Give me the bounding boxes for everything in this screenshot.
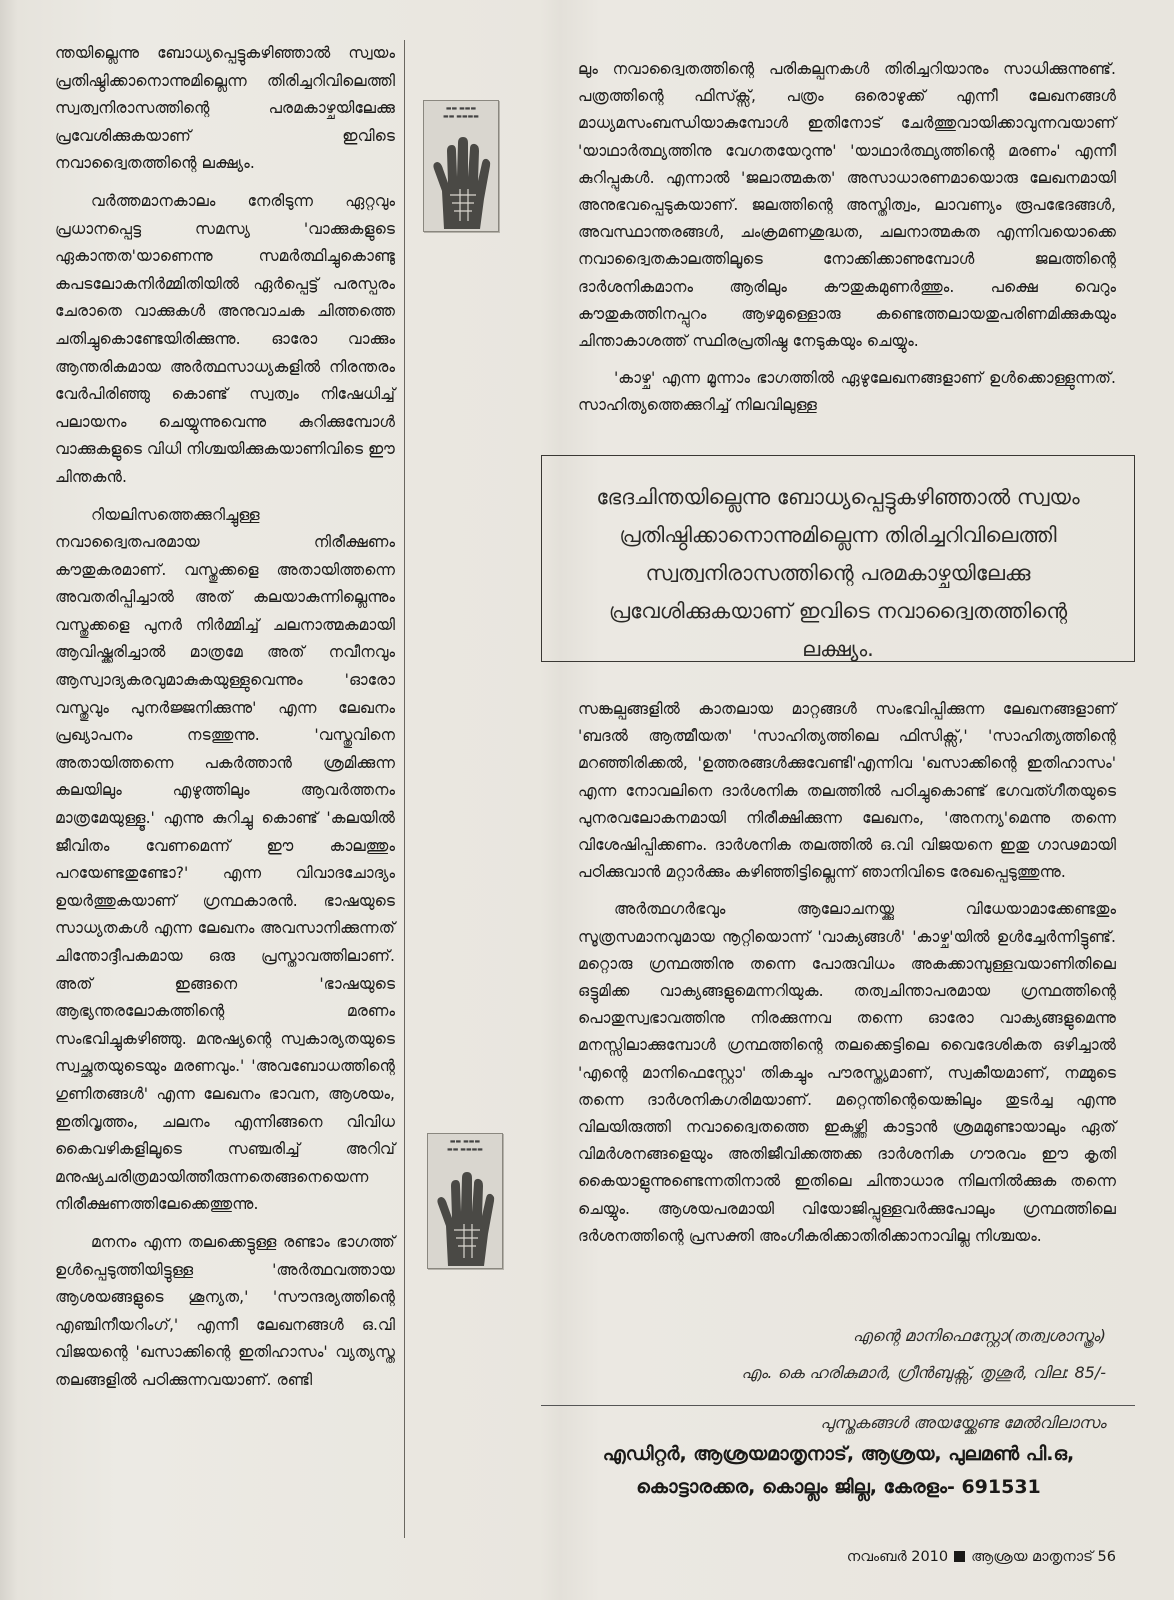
book-cover-title-text: ▬▬ ▬▬▬ ▬▬ ▬▬▬▬ <box>447 1138 483 1153</box>
right-bottom-paragraph-2: അർത്ഥഗർഭവും ആലോചനയ്ക്കു വിധേയാമാക്കേണ്ടതും സൂത്രസമാനവുമായ നൂറ്റിയൊന്ന് 'വാക്യങ്ങൾ' 'കാഴ്ച'യിൽ ഉൾച്ചേർന്നിട്ടുണ്ട്. മറ്റൊരു ഗ്രന്ഥത്തിനു തന്നെ പോരുവിധം അകക്കാമ്പുള്ളവയാണിതിലെ ഒട്ടുമിക്ക വാക്യങ്ങളുമെന്നറിയുക. തത്വചിന്താപരമായ ഗ്രന്ഥത്തിന്റെ പൊതുസ്വഭാവത്തിനു നിരക്കുന്നവ തന്നെ ഓരോ വാക്യങ്ങളുമെന്നു മനസ്സിലാക്കുമ്പോൾ ഗ്രന്ഥത്തിന്റെ തലക്കെട്ടിലെ വൈദേശികത ഒഴിച്ചാൽ 'എന്റെ മാനിഫെസ്റ്റോ' തികച്ചും പൗരസ്ത്യമാണ്, സ്വകീയമാണ്, നമ്മുടെ തന്നെ ദാർശനികഗരിമയാണ്. മറ്റെന്തിന്റെയെങ്കിലും തുടർച്ച എന്നു വിലയിരുത്തി നവാദ്വൈതത്തെ ഇകഴ്ത്തി കാട്ടാൻ ശ്രമമുണ്ടായാലും ഏത് വിമർശനങ്ങളെയും അതിജീവിക്കത്തക്ക ദാർശനിക ഗൗരവം ഈ കൃതി കൈയാളുന്നുണ്ടെന്നതിനാൽ ഇതിലെ ചിന്താധാര നിലനിൽക്കുക തന്നെ ചെയ്യും. ആശയപരമായി വിയോജിപ്പുള്ളവർക്കുപോലും ഗ്രന്ഥത്തിലെ ദർശനത്തിന്റെ പ്രസക്തി അംഗീകരിക്കാതിരിക്കാനാവില്ല നിശ്ചയം. <box>578 900 1116 1245</box>
book-cover-image-bottom <box>427 1133 503 1269</box>
footer-page-number: 56 <box>1097 1549 1116 1565</box>
address-separator <box>541 1405 1135 1406</box>
hand-palm-icon <box>424 129 498 233</box>
left-paragraph-1: ന്തയില്ലെന്നു ബോധ്യപ്പെട്ടുകഴിഞ്ഞാൽ സ്വയം പ്രതിഷ്ഠിക്കാനൊന്നുമില്ലെന്ന തിരിച്ചറിവിലെത്തി സ്വത്വനിരാസത്തിന്റെ പരമകാഴ്ചയിലേക്കു പ്രവേശിക്കുകയാണ് ഇവിടെ നവാദ്വൈതത്തിന്റെ ലക്ഷ്യം. <box>55 44 395 173</box>
pull-quote-box <box>541 455 1135 662</box>
address-line-1: എഡിറ്റർ, ആശ്രയമാതൃനാട്, ആശ്രയ, പുലമൺ പി.ഒ, <box>602 1443 1075 1465</box>
address-heading: പുസ്തകങ്ങൾ അയയ്ക്കേണ്ട മേൽവിലാസം <box>820 1413 1106 1432</box>
right-column-top <box>578 56 1116 430</box>
right-column-bottom <box>578 696 1116 1260</box>
book-cover-title-text: ▬▬ ▬▬▬ ▬▬ ▬▬▬▬ <box>443 105 479 120</box>
address-line-2: കൊട്ടാരക്കര, കൊല്ലം ജില്ല, കേരളം- 691531 <box>636 1476 1041 1498</box>
right-bottom-paragraph-1: സങ്കല്പങ്ങളിൽ കാതലായ മാറ്റങ്ങൾ സംഭവിപ്പിക്കുന്ന ലേഖനങ്ങളാണ് 'ബദൽ ആത്മീയത' 'സാഹിത്യത്തിലെ ഫിസിക്സ്,' 'സാഹിത്യത്തിന്റെ മറഞ്ഞിരിക്കൽ, 'ഉത്തരങ്ങൾക്കുവേണ്ടി'എന്നിവ 'ഖസാക്കിന്റെ ഇതിഹാസം' എന്ന നോവലിനെ ദാർശനിക തലത്തിൽ പഠിച്ചുകൊണ്ട് ഭഗവത്ഗീതയുടെ പുനരവലോകനമായി നിരീക്ഷിക്കുന്ന ലേഖനം, 'അനന്യ'മെന്നു തന്നെ വിശേഷിപ്പിക്കണം. ദാർശനിക തലത്തിൽ ഒ.വി വിജയനെ ഇതു ഗാഢമായി പഠിക്കുവാൻ മറ്റാർക്കും കഴിഞ്ഞിട്ടില്ലെന്ന് ഞാനിവിടെ രേഖപ്പെടുത്തുന്നു. <box>578 700 1116 882</box>
right-top-paragraph-2: 'കാഴ്ച' എന്ന മൂന്നാം ഭാഗത്തിൽ ഏഴുലേഖനങ്ങളാണ് ഉൾക്കൊള്ളുന്നത്. സാഹിത്യത്തെക്കുറിച്ച് നിലവിലുള്ള <box>578 369 1116 415</box>
hand-palm-icon <box>428 1162 502 1270</box>
pull-quote-text: ഭേദചിന്തയില്ലെന്നു ബോധ്യപ്പെട്ടുകഴിഞ്ഞാൽ സ്വയം പ്രതിഷ്ഠിക്കാനൊന്നുമില്ലെന്ന തിരിച്ചറിവിലെത്തി സ്വത്വനിരാസത്തിന്റെ പരമകാഴ്ചയിലേക്കു പ്രവേശിക്കുകയാണ് ഇവിടെ നവാദ്വൈതത്തിന്റെ ലക്ഷ്യം. <box>596 485 1080 661</box>
page-footer <box>740 1549 1116 1565</box>
left-paragraph-2: വർത്തമാനകാലം നേരിടുന്ന ഏറ്റവും പ്രധാനപ്പെട്ട സമസ്യ 'വാക്കുകളുടെ ഏകാന്തത'യാണെന്നു സമർത്ഥിച്ചുകൊണ്ടു കപടലോകനിർമ്മിതിയിൽ ഏർപ്പെട്ട് പരസ്പരം ചേരാതെ വാക്കുകൾ അനുവാചക ചിത്തത്തെ ചതിച്ചുകൊണ്ടേയിരിക്കുന്നു. ഓരോ വാക്കും ആന്തരികമായ അർത്ഥസാധ്യകളിൽ നിരന്തരം വേർപിരിഞ്ഞു കൊണ്ട് സ്വത്വം നിഷേധിച്ച് പലായനം ചെയ്യുന്നുവെന്നു കുറിക്കുമ്പോൾ വാക്കുകളുടെ വിധി നിശ്ചയിക്കുകയാണിവിടെ ഈ ചിന്തകൻ. <box>55 191 395 486</box>
left-paragraph-4: മനനം എന്ന തലക്കെട്ടുള്ള രണ്ടാം ഭാഗത്ത് ഉൾപ്പെടുത്തിയിട്ടുള്ള 'അർത്ഥവത്തായ ആശയങ്ങളുടെ ശൂന്യത,' 'സൗന്ദര്യത്തിന്റെ എഞ്ചിനീയറിംഗ്,' എന്നീ ലേഖനങ്ങൾ ഒ.വി വിജയന്റെ 'ഖസാക്കിന്റെ ഇതിഹാസം' വ്യത്യസ്ത തലങ്ങളിൽ പഠിക്കുന്നവയാണ്. രണ്ടി <box>55 1232 395 1389</box>
left-paragraph-3: റിയലിസത്തെക്കുറിച്ചുള്ള നവാദ്വൈതപരമായ നിരീക്ഷണം കൗതുകരമാണ്. വസ്തുക്കളെ അതായിത്തന്നെ അവതരിപ്പിച്ചാൽ അത് കലയാകുന്നില്ലെന്നും വസ്തുക്കളെ പുനർ നിർമ്മിച്ച് ചലനാത്മകമായി ആവിഷ്ക്കരിച്ചാൽ മാത്രമേ അത് നവീനവും ആസ്വാദ്യകരവുമാകുകയുള്ളുവെന്നും 'ഓരോ വസ്തുവും പുനർജ്ജനിക്കുന്നു' എന്ന ലേഖനം പ്രഖ്യാപനം നടത്തുന്നു. 'വസ്തുവിനെ അതായിത്തന്നെ പകർത്താൻ ശ്രമിക്കുന്ന കലയിലും എഴുത്തിലും ആവർത്തനം മാത്രമേയുള്ളൂ.' എന്നു കുറിച്ചു കൊണ്ട് 'കലയിൽ ജീവിതം വേണമെന്ന് ഈ കാലത്തും പറയേണ്ടതുണ്ടോ?' എന്ന വിവാദചോദ്യം ഉയർത്തുകയാണ് ഗ്രന്ഥകാരൻ. ഭാഷയുടെ സാധ്യതകൾ എന്ന ലേഖനം അവസാനിക്കുന്നത് ചിന്തോദ്ദീപകമായ ഒരു പ്രസ്താവത്തിലാണ്. അത് ഇങ്ങനെ 'ഭാഷയുടെ ആഭ്യന്തരലോകത്തിന്റെ മരണം സംഭവിച്ചുകഴിഞ്ഞു. മനുഷ്യന്റെ സ്വകാര്യതയുടെ സ്വച്ഛതയുടെയും മരണവും.' 'അവബോധത്തിന്റെ ഗുണിതങ്ങൾ' എന്ന ലേഖനം ഭാവന, ആശയം, ഇതിവൃത്തം, ചലനം എന്നിങ്ങനെ വിവിധ കൈവഴികളിലൂടെ സഞ്ചരിച്ച് അറിവ് മനുഷ്യചരിത്രമായിത്തീരുന്നതെങ്ങനെയെന്ന നിരീക്ഷണത്തിലേക്കെത്തുന്നു. <box>55 505 395 1214</box>
footer-magazine-name: ആശ്രയ മാതൃനാട് <box>971 1549 1093 1565</box>
right-top-paragraph-1: ലും നവാദ്വൈതത്തിന്റെ പരികല്പനകൾ തിരിച്ചറിയാനും സാധിക്കുന്നുണ്ട്. പത്രത്തിന്റെ ഫിസ്ക്സ്, പത്രം ഒരൊഴുക്ക് എന്നീ ലേഖനങ്ങൾ മാധ്യമസംബന്ധിയാകുമ്പോൾ ഇതിനോട് ചേർത്തുവായിക്കാവുന്നവയാണ് 'യാഥാർത്ഥ്യത്തിനു വേഗതയേറുന്നു' 'യാഥാർത്ഥ്യത്തിന്റെ മരണം' എന്നീ കുറിപ്പുകൾ. എന്നാൽ 'ജലാത്മകത' അസാധാരണമായൊരു ലേഖനമായി അനുഭവപ്പെടുകയാണ്. ജലത്തിന്റെ അസ്തിത്വം, ലാവണ്യം രൂപഭേദങ്ങൾ, അവസ്ഥാന്തരങ്ങൾ, ചംക്രമണശുദ്ധത, ചലനാത്മകത എന്നിവയൊക്കെ നവാദ്വൈതകാലത്തിലൂടെ നോക്കിക്കാണുമ്പോൾ ജലത്തിന്റെ ദാർശനികമാനം ആരിലും കൗതുകമുണർത്തും. പക്ഷെ വെറും കൗതുകത്തിനപ്പുറം ആഴമുള്ളൊരു കണ്ടെത്തലായതുപരിണമിക്കുകയും ചിന്താകാശത്ത് സ്ഥിരപ്രതിഷ്ഠ നേടുകയും ചെയ്യും. <box>578 60 1116 351</box>
book-citation-title: എന്റെ മാനിഫെസ്റ്റോ(തത്വശാസ്ത്രം) <box>852 1326 1106 1345</box>
square-bullet-icon <box>954 1551 965 1562</box>
book-citation-details: എം. കെ ഹരികുമാർ, ഗ്രീൻബുക്സ്, തൃശൂർ, വില: 85/- <box>741 1363 1106 1382</box>
column-divider <box>404 40 405 1538</box>
book-cover-image-top <box>423 100 499 232</box>
footer-date: നവംബർ 2010 <box>846 1549 949 1565</box>
left-column <box>55 40 395 1405</box>
